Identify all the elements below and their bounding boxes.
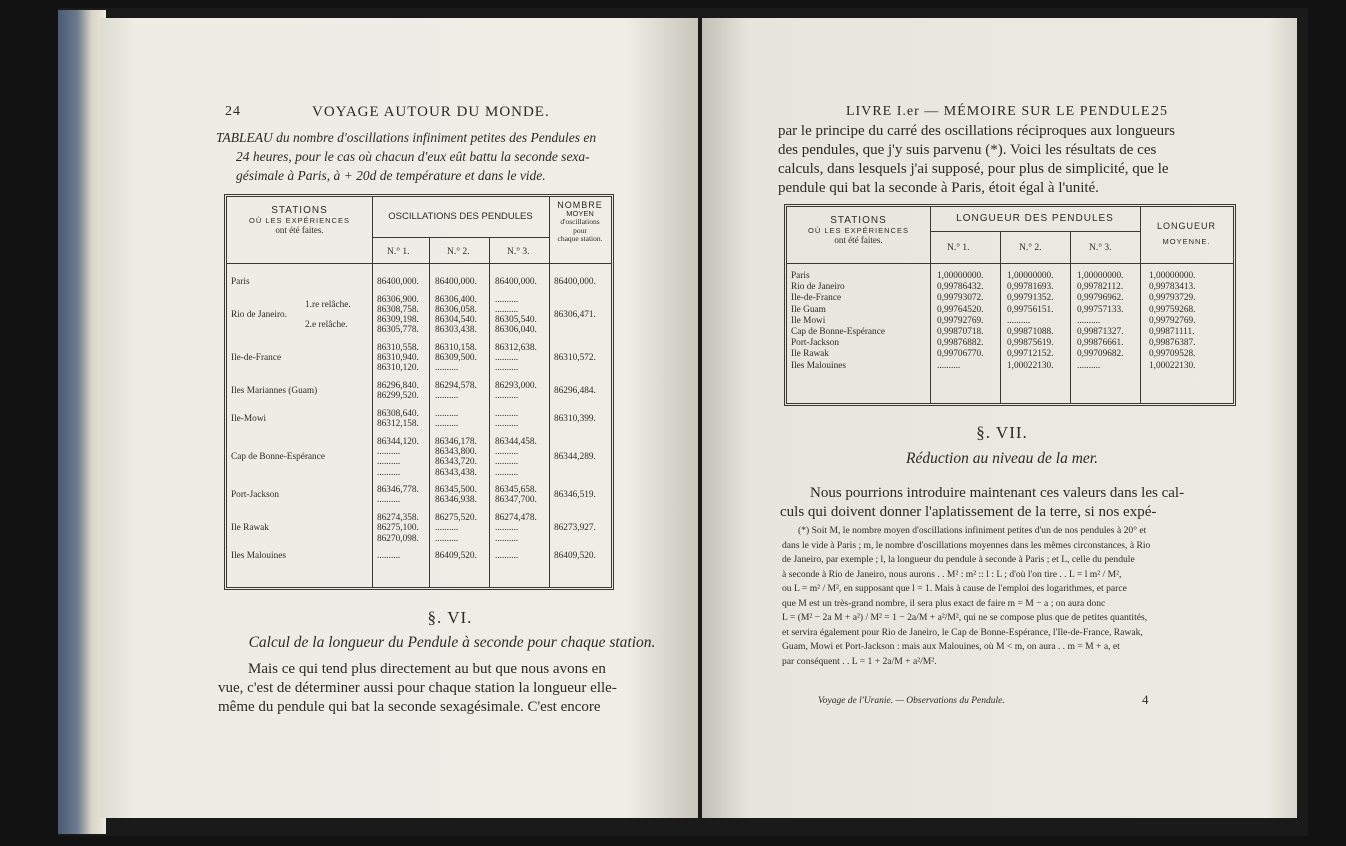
- table-title-line: TABLEAU du nombre d'oscillations infiniment petites des Pendules en: [216, 130, 597, 145]
- osc-value-n1: 86306,900.: [377, 294, 419, 305]
- osc-value-n1: ..........: [377, 495, 401, 506]
- osc-value-n3: 86344,458.: [495, 436, 537, 447]
- relache-label: 1.re relâche.: [305, 299, 351, 310]
- osc-value-n3: ..........: [495, 467, 519, 478]
- section-vii-title: Réduction au niveau de la mer.: [906, 450, 1098, 467]
- relache-label: 2.e relâche.: [305, 320, 348, 331]
- osc-mean-value: 86400,000.: [554, 277, 596, 287]
- osc-value-n1: ..........: [377, 447, 401, 458]
- osc-value-n1: 86308,758.: [377, 304, 419, 315]
- length-value-n2: 0,99871088.: [1007, 327, 1054, 337]
- osc-value-n2: ..........: [435, 391, 459, 402]
- osc-value-n3: ..........: [495, 409, 519, 419]
- length-value-n3: 0,99871327.: [1077, 327, 1124, 337]
- station-label-r: Cap de Bonne-Espérance: [791, 327, 885, 337]
- osc-value-n2: ..........: [435, 523, 459, 534]
- station-label-r: Ile Guam: [791, 304, 826, 315]
- signature-mark: 4: [1142, 692, 1149, 707]
- osc-value-n2: 86346,178.: [435, 436, 477, 447]
- osc-value-n3: 86274,478.: [495, 513, 537, 524]
- length-value-moyenne: 0,99709528.: [1149, 349, 1196, 360]
- osc-mean-value: 86344,289.: [554, 452, 596, 463]
- length-value-n1: 0,99786432.: [937, 282, 984, 293]
- osc-mean-value: 86310,572.: [554, 353, 596, 364]
- length-value-n1: 0,99792769.: [937, 315, 984, 326]
- osc-value-n2: ..........: [435, 533, 459, 544]
- sub-col-n2: N.° 2.: [447, 247, 470, 257]
- station-label: Ile Rawak: [231, 523, 269, 534]
- length-value-n1: 0,99706770.: [937, 349, 984, 360]
- osc-value-n1: 86344,120.: [377, 436, 419, 447]
- osc-value-n2: 86343,800.: [435, 447, 477, 458]
- section-vii: §. VII.: [976, 423, 1028, 442]
- sub-col-r3: N.° 3.: [1089, 243, 1112, 253]
- osc-value-n2: 86306,400.: [435, 294, 477, 305]
- osc-value-n2: 86343,720.: [435, 457, 477, 468]
- osc-value-n2: ..........: [435, 419, 459, 430]
- osc-value-n1: 86308,640.: [377, 409, 419, 419]
- left-running-head: VOYAGE AUTOUR DU MONDE.: [312, 104, 550, 120]
- osc-value-n1: ..........: [377, 457, 401, 468]
- length-value-n3: 0,99796962.: [1077, 293, 1124, 304]
- osc-mean-value: 86306,471.: [554, 310, 596, 320]
- osc-value-n3: ..........: [495, 304, 519, 315]
- right-running-head: LIVRE I.er — MÉMOIRE SUR LE PENDULE.: [846, 104, 1155, 119]
- osc-value-n3: ..........: [495, 363, 519, 374]
- osc-value-n1: 86299,520.: [377, 391, 419, 402]
- col-header-stations: STATIONS OÙ LES EXPÉRIENCES ont été faites.: [249, 205, 350, 235]
- length-value-moyenne: 0,99759268.: [1149, 304, 1196, 315]
- length-value-n3: 1,00000000.: [1077, 271, 1124, 281]
- length-value-n2: 0,99756151.: [1007, 304, 1054, 315]
- signature: Voyage de l'Uranie. — Observations du Pendule.: [818, 696, 1005, 706]
- osc-value-n3: ..........: [495, 353, 519, 364]
- osc-value-n1: ..........: [377, 467, 401, 478]
- length-value-n2: 1,00000000.: [1007, 271, 1054, 281]
- osc-value-n1: ..........: [377, 551, 401, 562]
- station-label-r: Ile-de-France: [791, 293, 842, 304]
- length-value-n3: 0,99757133.: [1077, 304, 1124, 315]
- col-header-nombre: NOMBRE MOYEN d'oscillations pour chaque station.: [557, 200, 603, 243]
- length-value-n1: 0,99870718.: [937, 327, 984, 337]
- length-value-moyenne: 1,00000000.: [1149, 271, 1196, 281]
- osc-value-n1: 86296,840.: [377, 381, 419, 392]
- station-label: Port-Jackson: [231, 490, 280, 501]
- osc-value-n2: 86409,520.: [435, 551, 477, 562]
- left-page-number: 24: [225, 104, 241, 119]
- length-value-n3: 0,99709682.: [1077, 349, 1124, 360]
- osc-value-n1: 86305,778.: [377, 325, 419, 336]
- osc-mean-value: 86310,399.: [554, 414, 596, 425]
- length-value-n1: 1,00000000.: [937, 271, 984, 281]
- station-label: Cap de Bonne-Espérance: [231, 452, 325, 463]
- length-value-n1: 0,99876882.: [937, 338, 984, 349]
- osc-value-n3: 86306,040.: [495, 325, 537, 336]
- osc-value-n1: 86274,358.: [377, 513, 419, 524]
- osc-value-n1: 86310,940.: [377, 353, 419, 364]
- station-label-r: Ile Mowi: [791, 315, 826, 326]
- book-edge: [58, 10, 106, 834]
- osc-value-n2: 86275,520.: [435, 513, 477, 524]
- osc-value-n2: 86306,058.: [435, 304, 477, 315]
- osc-value-n1: 86312,158.: [377, 419, 419, 430]
- osc-mean-value: 86273,927.: [554, 523, 596, 534]
- right-body: Nous pourrions introduire maintenant ces valeurs dans les cal- culs qui doivent donner l'aplatissement de la terre, si nos expé-: [780, 485, 1185, 520]
- station-label-r: Paris: [791, 271, 810, 281]
- length-value-moyenne: 0,99792769.: [1149, 315, 1196, 326]
- osc-value-n3: ..........: [495, 523, 519, 534]
- left-page: [100, 18, 698, 818]
- osc-value-n3: ..........: [495, 457, 519, 468]
- right-page: [702, 18, 1297, 818]
- length-value-n1: ..........: [937, 360, 961, 371]
- length-value-n2: 0,99712152.: [1007, 349, 1054, 360]
- osc-value-n3: 86305,540.: [495, 315, 537, 326]
- length-value-n3: ..........: [1077, 360, 1101, 371]
- length-value-n2: ..........: [1007, 315, 1031, 326]
- col-header-moyenne: LONGUEUR MOYENNE.: [1156, 221, 1216, 246]
- right-intro: par le principe du carré des oscillations réciproques aux longueurs des pendules, que j'y suis parvenu (*). Voici les résultats de ces calculs, dans lesquels j'ai supposé, pour plus de simplicité, que le pendule qui bat la seconde à Paris, étoit égal à l'unité.: [778, 123, 1175, 196]
- osc-value-n3: 86345,658.: [495, 485, 537, 496]
- right-page-number: 25: [1152, 104, 1168, 119]
- osc-value-n1: 86275,100.: [377, 523, 419, 534]
- station-label: Ile-Mowi: [231, 414, 267, 425]
- col-header-stations-r: STATIONS OÙ LES EXPÉRIENCES ont été faites.: [808, 215, 909, 245]
- osc-value-n2: 86346,938.: [435, 495, 477, 506]
- osc-value-n3: 86312,638.: [495, 343, 537, 353]
- osc-mean-value: 86409,520.: [554, 551, 596, 562]
- length-value-n1: 0,99764520.: [937, 304, 984, 315]
- station-label: Rio de Janeiro.: [231, 310, 288, 320]
- osc-value-n1: 86400,000.: [377, 277, 419, 287]
- table-title: [216, 128, 686, 185]
- osc-mean-value: 86296,484.: [554, 386, 596, 397]
- osc-value-n3: ..........: [495, 419, 519, 430]
- length-value-n2: 0,99781693.: [1007, 282, 1054, 293]
- sub-col-n1: N.° 1.: [387, 247, 410, 257]
- osc-value-n2: 86294,578.: [435, 381, 477, 392]
- length-table: [784, 204, 1236, 406]
- col-header-oscillations: OSCILLATIONS DES PENDULES: [388, 211, 533, 222]
- osc-value-n1: 86270,098.: [377, 533, 419, 544]
- length-value-n3: 0,99876661.: [1077, 338, 1124, 349]
- osc-value-n2: 86345,500.: [435, 485, 477, 496]
- length-value-n3: 0,99782112.: [1077, 282, 1124, 293]
- osc-value-n3: ..........: [495, 551, 519, 562]
- station-label: Paris: [231, 277, 250, 287]
- osc-value-n3: ..........: [495, 533, 519, 544]
- length-value-n2: 0,99791352.: [1007, 293, 1054, 304]
- length-value-n1: 0,99793072.: [937, 293, 984, 304]
- table-title-line: 24 heures, pour le cas où chacun d'eux eût battu la seconde sexa-: [236, 149, 590, 164]
- osc-value-n2: 86310,158.: [435, 343, 477, 353]
- osc-value-n3: ..........: [495, 294, 519, 305]
- osc-value-n1: 86310,120.: [377, 363, 419, 374]
- osc-value-n2: 86309,500.: [435, 353, 477, 364]
- length-value-n2: 1,00022130.: [1007, 360, 1054, 371]
- sub-col-r2: N.° 2.: [1019, 243, 1042, 253]
- osc-value-n2: 86304,540.: [435, 315, 477, 326]
- length-value-moyenne: 1,00022130.: [1149, 360, 1196, 371]
- osc-value-n2: ..........: [435, 363, 459, 374]
- osc-value-n2: 86400,000.: [435, 277, 477, 287]
- section-vi: §. VI.: [427, 608, 473, 627]
- footnote: (*) Soit M, le nombre moyen d'oscillations infiniment petites d'un de nos pendules à 20° et dans le vide à Paris ; m, le nombre d'oscillations moyennes dans les mêmes circonstances, à Rio de Janeiro, par exemple ; l, la longueur du pendule à seconde à Paris ; et L, celle du pendule à seconde à Rio de Janeiro, nous aurons . . M² : m² :: l : L ; d'où l'on tire . . L = l m² / M², ou L = m² / M², en supposant que l = 1. Mais à cause de l'emploi des logarithmes, et parce que M est un très-grand nombre, il sera plus exact de faire m = M − a ; on aura donc L = (M² − 2a M + a²) / M² = 1 − 2a/M + a²/M², qui ne se compose plus que de petites quantités, et servira également pour Rio de Janeiro, le Cap de Bonne-Espérance, l'Ile-de-France, Rawak, Guam, Mowi et Port-Jackson : mais aux Malouines, où M < m, on aura . . m = M + a, et par conséquent . . L = 1 + 2a/M + a²/M².: [782, 525, 1151, 667]
- osc-value-n1: 86346,778.: [377, 485, 419, 496]
- length-value-n2: 0,99875619.: [1007, 338, 1054, 349]
- oscillations-table: [224, 194, 614, 590]
- station-label-r: Rio de Janeiro: [791, 282, 845, 293]
- osc-value-n3: ..........: [495, 447, 519, 458]
- station-label: Ile-de-France: [231, 353, 282, 364]
- station-label-r: Ile Rawak: [791, 349, 829, 360]
- osc-value-n1: 86309,198.: [377, 315, 419, 326]
- osc-value-n3: 86293,000.: [495, 381, 537, 392]
- osc-value-n2: ..........: [435, 409, 459, 419]
- left-body: Mais ce qui tend plus directement au but que nous avons en vue, c'est de déterminer aussi pour chaque station la longueur elle- même du pendule qui bat la seconde sexagésimale. C'est encore: [218, 661, 617, 715]
- sub-col-n3: N.° 3.: [507, 247, 530, 257]
- section-vi-title: Calcul de la longueur du Pendule à seconde pour chaque station.: [248, 634, 656, 651]
- station-label-r: Port-Jackson: [791, 338, 840, 349]
- osc-value-n1: 86310,558.: [377, 343, 419, 353]
- station-label: Iles Malouines: [231, 551, 286, 562]
- col-header-longueur: LONGUEUR DES PENDULES: [956, 213, 1114, 224]
- table-title-line: gésimale à Paris, à + 20d de température et dans le vide.: [236, 168, 546, 183]
- length-value-moyenne: 0,99871111.: [1149, 327, 1195, 337]
- osc-value-n3: 86400,000.: [495, 277, 537, 287]
- osc-value-n3: ..........: [495, 391, 519, 402]
- length-value-n3: ..........: [1077, 315, 1101, 326]
- osc-value-n2: 86343,438.: [435, 467, 477, 478]
- length-value-moyenne: 0,99793729.: [1149, 293, 1196, 304]
- station-label: Iles Mariannes (Guam): [231, 386, 318, 397]
- length-value-moyenne: 0,99876387.: [1149, 338, 1196, 349]
- osc-value-n2: 86303,438.: [435, 325, 477, 336]
- osc-value-n3: 86347,700.: [495, 495, 537, 506]
- sub-col-r1: N.° 1.: [947, 243, 970, 253]
- length-value-moyenne: 0,99783413.: [1149, 282, 1196, 293]
- station-label-r: Iles Malouines: [791, 360, 846, 371]
- osc-mean-value: 86346,519.: [554, 490, 596, 501]
